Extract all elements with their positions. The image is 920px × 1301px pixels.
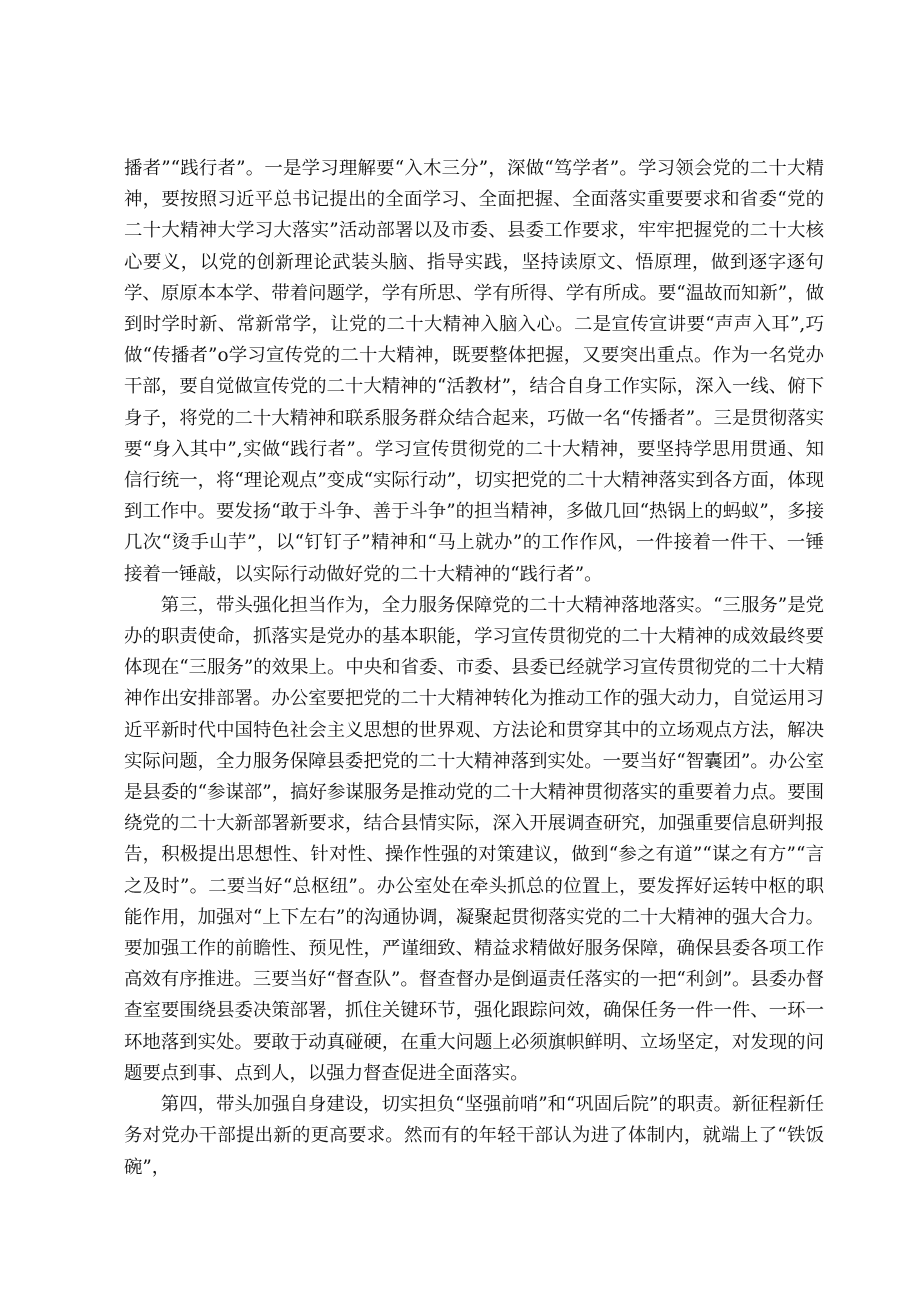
paragraph-continued: 播者”“践行者”。一是学习理解要“入木三分”，深做“笃学者”。学习领会党的二十大精神，要按照习近平总书记提出的全面学习、全面把握、全面落实重要要求和省委“党的二十大精神大学习大落实”活动部署以及市委、县委工作要求，牢牢把握党的二十大核心要义，以党的创新理论武装头脑、指导实践，坚持读原文、悟原理，做到逐字逐句学、原原本本学、带着问题学，学有所思、学有所得、学有所成。要“温故而知新”，做到时学时新、常新常学，让党的二十大精神入脑入心。二是宣传宣讲要“声声入耳”,巧做“传播者”o学习宣传党的二十大精神，既要整体把握，又要突出重点。作为一名党办干部，要自觉做宣传党的二十大精神的“活教材”，结合自身工作实际，深入一线、俯下身子，将党的二十大精神和联系服务群众结合起来，巧做一名“传播者”。三是贯彻落实要“身入其中”,实做“践行者”。学习宣传贯彻党的二十大精神，要坚持学思用贯通、知信行统一，将“理论观点”变成“实际行动”，切实把党的二十大精神落实到各方面，体现到工作中。要发扬“敢于斗争、善于斗争”的担当精神，多做几回“热锅上的蚂蚁”，多接几次“烫手山芋”，以“钉钉子”精神和“马上就办”的工作作风，一件接着一件干、一锤接着一锤敲，以实际行动做好党的二十大精神的“践行者”。 xyxy=(124,158,824,585)
paragraph-third-point: 第三，带头强化担当作为，全力服务保障党的二十大精神落地落实。“三服务”是党办的职责使命，抓落实是党办的基本职能，学习宣传贯彻党的二十大精神的成效最终要体现在“三服务”的效果上。中央和省委、市委、县委已经就学习宣传贯彻党的二十大精神作出安排部署。办公室要把党的二十大精神转化为推动工作的强大动力，自觉运用习近平新时代中国特色社会主义思想的世界观、方法论和贯穿其中的立场观点方法，解决实际问题，全力服务保障县委把党的二十大精神落到实处。一要当好“智囊团”。办公室是县委的“参谋部”，搞好参谋服务是推动党的二十大精神贯彻落实的重要着力点。要围绕党的二十大新部署新要求，结合县情实际，深入开展调查研究，加强重要信息研判报告，积极提出思想性、针对性、操作性强的对策建议，做到“参之有道”“谋之有方”“言之及时”。二要当好“总枢纽”。办公室处在牵头抓总的位置上，要发挥好运转中枢的职能作用，加强对“上下左右”的沟通协调，凝聚起贯彻落实党的二十大精神的强大合力。要加强工作的前瞻性、预见性，严谨细致、精益求精做好服务保障，确保县委各项工作高效有序推进。三要当好“督查队”。督查督办是倒逼责任落实的一把“利剑”。县委办督查室要围绕县委决策部署，抓住关键环节，强化跟踪问效，确保任务一件一件、一环一环地落到实处。要敢于动真碰硬，在重大问题上必须旗帜鲜明、立场坚定，对发现的问题要点到事、点到人，以强力督查促进全面落实。 xyxy=(124,594,824,1084)
document-page xyxy=(124,153,824,1183)
paragraph-fourth-point: 第四，带头加强自身建设，切实担负“坚强前哨”和“巩固后院”的职责。新征程新任务对党办干部提出新的更高要求。然而有的年轻干部认为进了体制内，就端上了“铁饭碗”， xyxy=(124,1094,824,1178)
